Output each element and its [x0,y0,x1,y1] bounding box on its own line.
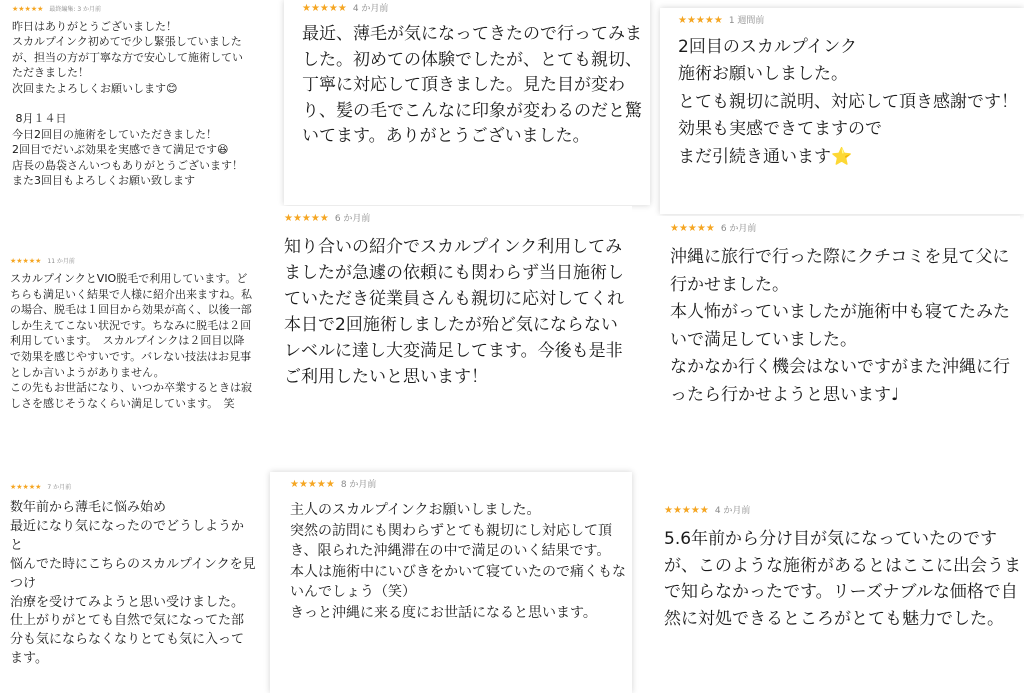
review-text: 知り合いの紹介でスカルプインク利用してみましたが急遽の依頼にも関わらず当日施術していただき従業員さんも親切に応対してくれ本日で2回施術しましたが殆ど気にならないレベルに達し大変満足してます。今後も是非ご利用したいと思います！ [284,237,624,387]
review-meta [670,224,1020,234]
review-card [0,478,256,693]
review-date: 1 週間前 [728,15,765,26]
review-date: 最終編集: 3 か月前 [49,5,102,13]
review-date: 7 か月前 [47,483,72,491]
review-date: 4 か月前 [714,505,751,516]
review-card [656,216,1020,484]
review-meta [302,4,650,14]
review-meta [678,16,1024,26]
review-date: 6 か月前 [720,223,757,234]
review-meta [664,506,1024,516]
star-rating-icon: ★★★★★ [302,3,347,14]
review-meta [10,484,256,491]
star-rating-icon: ★★★★★ [290,479,335,490]
review-text: 沖縄に旅行で行った際にクチコミを見て父に行かせました。 本人怖がっていましたが施術中も寝てたみたいで満足していました。 なかなか行く機会はないですがまた沖縄に行ったら行かせようと思います♩ [670,247,1010,405]
review-date: 8 か月前 [340,479,377,490]
review-text: 最近、薄毛が気になってきたので行ってみました。初めての体験でしたが、とても親切、丁寧に対応して頂きました。見た目が変わり、髪の毛でこんなに印象が変わるのだと驚いてます。ありがとうございました。 [302,24,642,147]
review-date: 6 か月前 [334,213,371,224]
review-text: 2回目のスカルプインク 施術お願いしました。 とても親切に説明、対応して頂き感謝です！ 効果も実感できてますので まだ引続き通います⭐️ [678,37,1018,167]
star-rating-icon: ★★★★★ [664,505,709,516]
review-text: 主人のスカルプインクお願いしました。 突然の訪問にも関わらずとても親切にし対応して頂き、限られた沖縄滞在の中で満足のいく結果です。 本人は施術中にいびきをかいて寝ていたので痛くもないんでしょう（笑） きっと沖縄に来る度にお世話になると思います。 [290,502,626,621]
star-rating-icon: ★★★★★ [284,213,329,224]
review-text: 5.6年前から分け目が気になっていたのですが、このような施術があるとはここに出会うまで知らなかったです。リーズナブルな価格で自然に対処できるところがとても魅力でした。 [664,529,1021,629]
review-date: 11 か月前 [47,257,75,265]
review-card [0,252,252,478]
star-rating-icon: ★★★★★ [10,483,42,491]
star-rating-icon: ★★★★★ [12,5,44,13]
review-date: 4 か月前 [352,3,389,14]
review-card [284,0,650,205]
review-meta [290,480,632,490]
review-text: 昨日はありがとうございました！ スカルプインク初めてで少し緊張していましたが、担当の方が丁寧な方で安心して施術していただきました！ 次回またよろしくお願いします😊 8月１４日 今日2回目の施術をしていただきました！ 2回目でだいぶ効果を実感できて満足です😆 店長の島袋さんいつもありがとうございます！ また3回目もよろしくお願い致します [12,20,243,188]
star-rating-icon: ★★★★★ [10,257,42,265]
star-rating-icon: ★★★★★ [678,15,723,26]
review-card [270,472,632,693]
review-meta [12,6,252,13]
review-text: 数年前から薄毛に悩み始め 最近になり気になったのでどうしようかと 悩んでた時にこちらのスカルプインクを見つけ 治療を受けてみようと思い受けました。 仕上がりがとても自然で気になってた部分も気にならなくなりとても気に入ってます。 [10,500,256,667]
review-meta [10,258,252,265]
star-rating-icon: ★★★★★ [670,223,715,234]
review-card [0,0,252,246]
review-card [660,8,1024,214]
review-meta [284,214,632,224]
review-card [270,206,632,468]
review-card [650,498,1024,693]
review-text: スカルプインクとVIO脱毛で利用しています。どちらも満足いく結果で人様に紹介出来ますね。私の場合、脱毛は１回目から効果が高く、以後一部しか生えてこない状況です。ちなみに脱毛は２回利用しています。 スカルプインクは２回目以降で効果を感じやすいです。バレない技法はお見事としか言いようがありません。 この先もお世話になり、いつか卒業するときは寂しさを感じそうなくらい満足しています。 笑 [10,272,252,410]
